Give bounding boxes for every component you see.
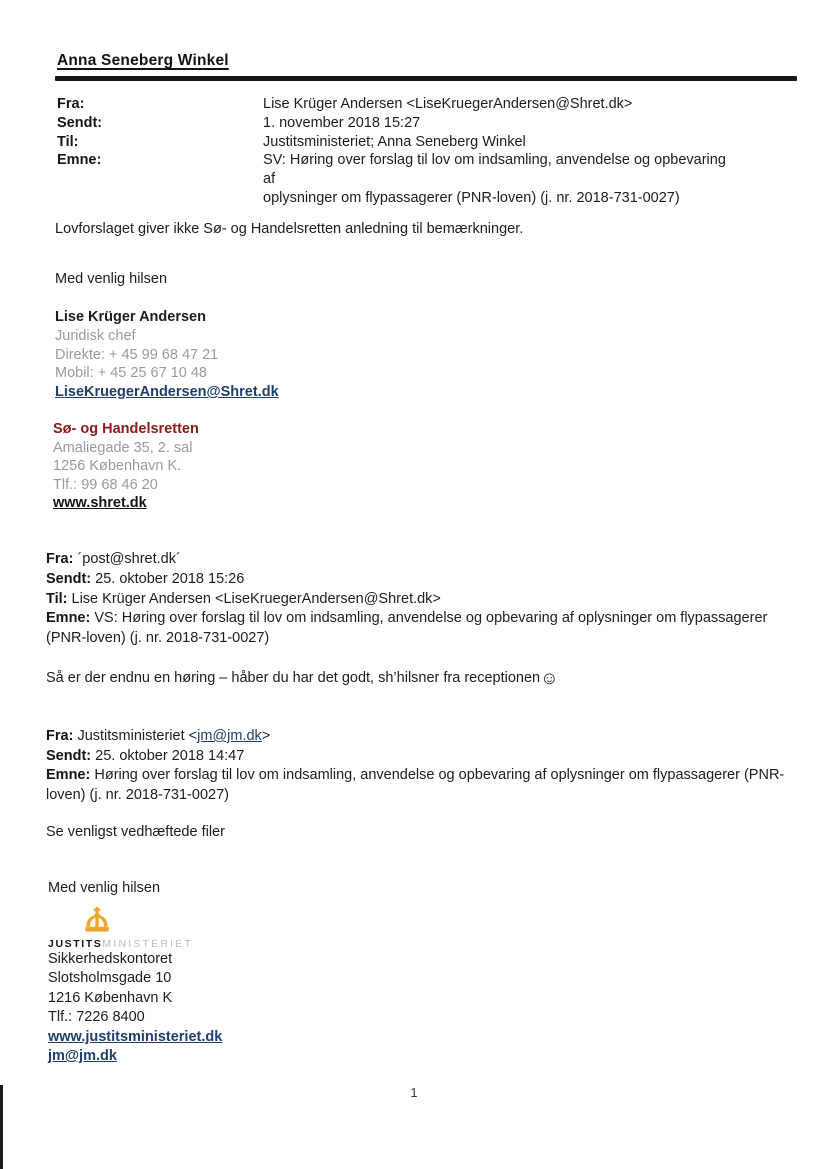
email2-to-row — [46, 590, 791, 610]
from-prefix: Justitsministeriet < — [77, 728, 198, 744]
email1-signature — [55, 308, 279, 402]
from-value: Lise Krüger Andersen <LiseKruegerAndersen@Shret.dk> — [263, 96, 633, 112]
smiley-icon: ☺ — [540, 668, 559, 688]
email1-to-row — [57, 133, 797, 152]
from-label: Fra: — [46, 551, 74, 567]
email1-closing: Med venlig hilsen — [55, 271, 168, 287]
email3-closing: Med venlig hilsen — [48, 880, 161, 896]
sent-label: Sendt: — [46, 747, 92, 764]
signature-email-link[interactable]: jm@jm.dk — [48, 1048, 117, 1065]
email2-sent-row — [46, 570, 791, 590]
signature-name: Lise Krüger Andersen — [55, 309, 206, 325]
email1-header-fields — [57, 95, 797, 208]
from-value: ´post@shret.dk´ — [77, 551, 181, 567]
email3-header-fields — [46, 727, 791, 806]
email3-signature — [48, 950, 222, 1066]
to-value: Lise Krüger Andersen <LiseKruegerAndersen@Shret.dk> — [71, 590, 441, 607]
to-label: Til: — [46, 590, 68, 607]
from-email-link[interactable]: jm@jm.dk — [197, 728, 262, 744]
logo-primary-text: JUSTITS — [48, 938, 103, 950]
subject-line2: loven) (j. nr. 2018-731-0027) — [46, 787, 229, 804]
email3-sent-row — [46, 747, 791, 767]
email1-body: Lovforslaget giver ikke Sø- og Handelsretten anledning til bemærkninger. — [55, 221, 524, 237]
sent-value: 25. oktober 2018 14:47 — [95, 747, 245, 764]
subject-line2: (PNR-loven) (j. nr. 2018-731-0027) — [46, 630, 270, 647]
email1-from-row — [57, 95, 797, 114]
subject-label: Emne: — [57, 152, 102, 169]
email3-from-row — [46, 727, 791, 747]
email3-body: Se venligst vedhæftede filer — [46, 824, 225, 840]
page-number: 1 — [410, 1086, 418, 1100]
org-address-line2: 1256 København K. — [53, 458, 182, 475]
header-divider — [55, 76, 797, 81]
email1-org-block — [53, 420, 199, 513]
signature-phone: Tlf.: 7226 8400 — [48, 1009, 145, 1026]
email2-from-row — [46, 550, 791, 570]
sent-value: 25. oktober 2018 15:26 — [95, 570, 245, 587]
email2-body-text: Så er der endnu en høring – håber du har det godt, sh’hilsner fra receptionen — [46, 670, 541, 686]
signature-job-title: Juridisk chef — [55, 327, 136, 344]
email1-sent-row — [57, 114, 797, 133]
subject-value — [263, 151, 741, 207]
email2-subject-row — [46, 609, 791, 649]
email2-body — [46, 668, 559, 689]
subject-line1: VS: Høring over forslag til lov om indsamling, anvendelse og opbevaring af oplysninger om flypassagerer — [94, 610, 768, 627]
org-phone: Tlf.: 99 68 46 20 — [53, 476, 158, 493]
to-value: Justitsministeriet; Anna Seneberg Winkel — [263, 133, 526, 150]
signature-department: Sikkerhedskontoret — [48, 951, 173, 967]
signature-mobile-phone: Mobil: + 45 25 67 10 48 — [55, 365, 207, 382]
from-suffix: > — [261, 728, 271, 744]
email2-header-fields — [46, 550, 791, 649]
signature-direct-phone: Direkte: + 45 99 68 47 21 — [55, 346, 219, 363]
org-address-line1: Amaliegade 35, 2. sal — [53, 439, 193, 456]
logo-secondary-text: MINISTERIET — [102, 938, 194, 950]
signature-email-link[interactable]: LiseKruegerAndersen@Shret.dk — [55, 384, 279, 401]
subject-line1: SV: Høring over forslag til lov om indsamling, anvendelse og opbevaring af — [263, 152, 726, 188]
crown-icon — [82, 907, 112, 938]
signature-address-line2: 1216 København K — [48, 989, 173, 1006]
subject-line1: Høring over forslag til lov om indsamling, anvendelse og opbevaring af oplysninger om flypassagerer (PNR- — [94, 767, 785, 784]
org-website-link[interactable]: www.shret.dk — [53, 495, 147, 512]
from-label: Fra: — [57, 96, 85, 112]
email1-subject-row — [57, 151, 797, 207]
to-label: Til: — [57, 133, 79, 150]
page-title: Anna Seneberg Winkel — [57, 52, 229, 69]
subject-label: Emne: — [46, 610, 91, 627]
from-label: Fra: — [46, 728, 74, 744]
signature-address-line1: Slotsholmsgade 10 — [48, 970, 172, 987]
ministry-logo-wordmark — [48, 935, 193, 951]
sent-label: Sendt: — [46, 570, 92, 587]
subject-label: Emne: — [46, 767, 91, 784]
subject-line2: oplysninger om flypassagerer (PNR-loven) (j. nr. 2018-731-0027) — [263, 189, 680, 206]
organization-name: Sø- og Handelsretten — [53, 421, 199, 437]
email3-subject-row — [46, 766, 791, 805]
sent-value: 1. november 2018 15:27 — [263, 114, 421, 131]
sent-label: Sendt: — [57, 114, 103, 131]
signature-website-link[interactable]: www.justitsministeriet.dk — [48, 1028, 223, 1045]
scan-edge-artifact — [0, 1085, 3, 1169]
